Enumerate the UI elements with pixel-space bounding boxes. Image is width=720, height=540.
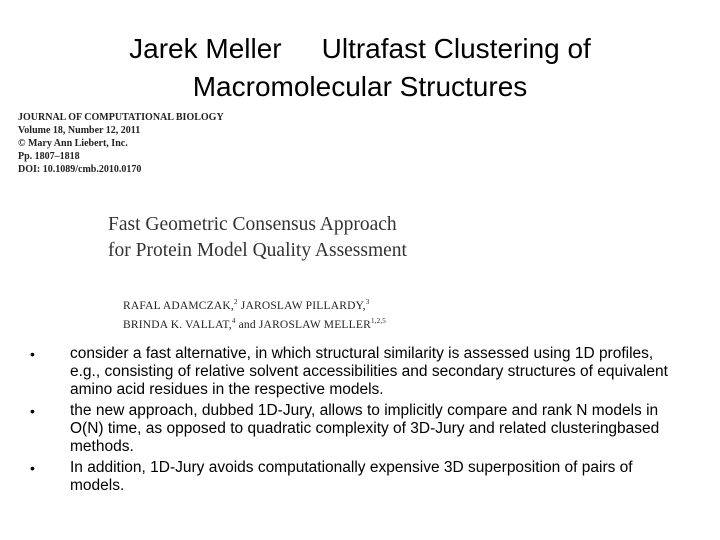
paper-authors <box>123 295 386 333</box>
author-affiliation: 4 <box>231 316 236 325</box>
author-name: JAROSLAW PILLARDY, <box>237 299 366 312</box>
author-affiliation: 2 <box>233 298 238 306</box>
bullet-marker: • <box>30 460 35 476</box>
slide-title-author: Jarek Meller <box>129 33 282 64</box>
bullet-marker: • <box>30 346 35 362</box>
slide-title <box>60 30 660 106</box>
slide-title-line2: Macromolecular Structures <box>192 71 528 102</box>
bullet-list <box>30 345 680 498</box>
paper-title-line1: Fast Geometric Consensus Approach <box>108 214 397 235</box>
author-name: RAFAL ADAMCZAK, <box>123 299 234 312</box>
bullet-text: the new approach, dubbed 1D-Jury, allows to implicitly compare and rank N models in O(N) time, as opposed to quadratic complexity of 3D-Jury and related clusteringbased methods. <box>70 402 660 455</box>
bullet-item <box>30 402 680 456</box>
author-name: and JAROSLAW MELLER <box>235 318 371 331</box>
bullet-text: consider a fast alternative, in which structural similarity is assessed using 1D profiles, e.g., consisting of relative solvent accessibilities and secondary structures of equivalent amino acid residues in the respective models. <box>70 345 668 398</box>
authors-line1 <box>123 295 386 314</box>
bullet-text: In addition, 1D-Jury avoids computationally expensive 3D superposition of pairs of models. <box>70 459 633 494</box>
author-affiliation: 1,2,5 <box>370 316 386 325</box>
bullet-item <box>30 345 680 399</box>
journal-pages: Pp. 1807–1818 <box>18 151 80 162</box>
journal-name: JOURNAL OF COMPUTATIONAL BIOLOGY <box>18 112 224 123</box>
bullet-marker: • <box>30 403 35 419</box>
paper-title <box>108 212 407 264</box>
bullet-item <box>30 459 680 495</box>
paper-title-line2: for Protein Model Quality Assessment <box>108 240 407 261</box>
journal-citation <box>18 111 224 176</box>
slide-title-topic-part1: Ultrafast Clustering of <box>321 33 591 64</box>
authors-line2 <box>123 314 386 333</box>
journal-doi: DOI: 10.1089/cmb.2010.0170 <box>18 164 142 175</box>
slide-title-line1 <box>60 30 660 68</box>
author-affiliation: 3 <box>365 298 370 306</box>
journal-copyright: © Mary Ann Liebert, Inc. <box>18 138 128 149</box>
author-name: BRINDA K. VALLAT, <box>123 318 232 331</box>
journal-volume: Volume 18, Number 12, 2011 <box>18 125 141 136</box>
